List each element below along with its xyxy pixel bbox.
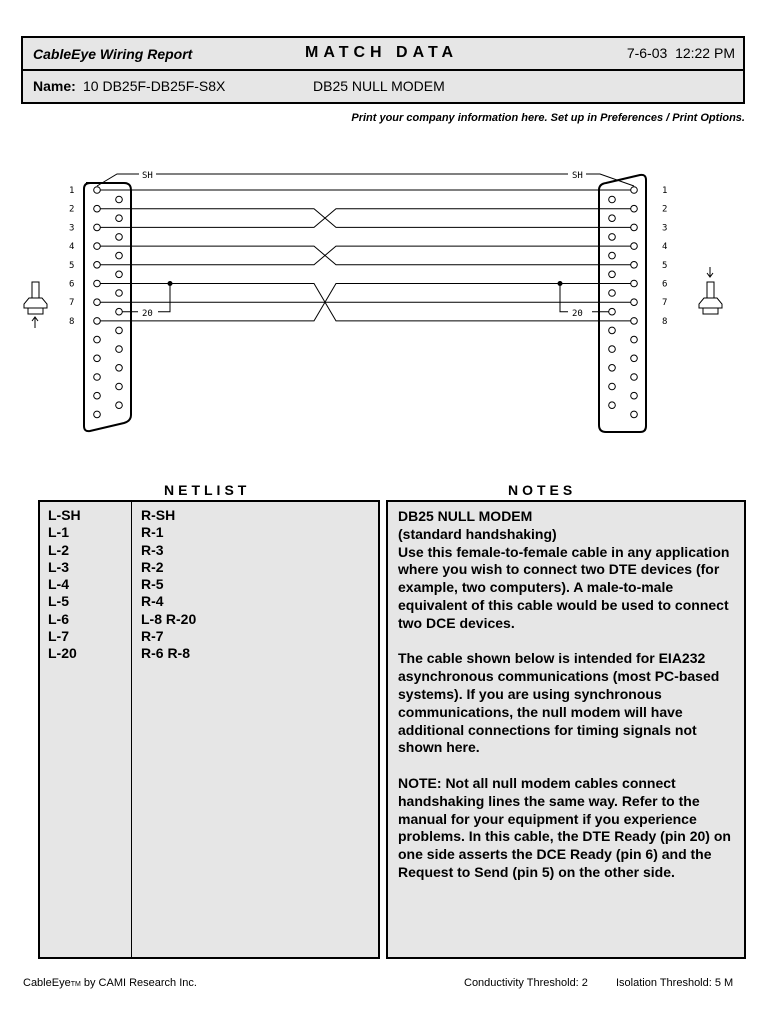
connector-pin — [609, 346, 616, 353]
connector-pin — [116, 234, 123, 241]
connector-pin — [631, 318, 638, 325]
left-connector-shell — [84, 183, 131, 431]
left-pin-number: 7 — [69, 298, 75, 309]
connector-pin — [94, 280, 101, 287]
netlist-right-cell: R-3 — [141, 541, 164, 558]
netlist-left-column — [48, 507, 81, 663]
shield-wire — [97, 174, 634, 186]
left-pin-number: 5 — [69, 260, 75, 271]
connector-pin — [94, 243, 101, 250]
connector-pin — [609, 365, 616, 372]
cable-description: DB25 NULL MODEM — [313, 78, 445, 94]
footer-conductivity: Conductivity Threshold: 2 — [464, 977, 588, 989]
connector-pin — [609, 308, 616, 315]
connector-pin — [94, 299, 101, 306]
netlist-column-divider — [131, 502, 132, 957]
netlist-left-cell: L-20 — [48, 645, 77, 662]
netlist-left-cell: L-7 — [48, 628, 69, 645]
netlist-left-cell: L-SH — [48, 507, 81, 523]
connector-pin — [631, 205, 638, 212]
connector-pin — [94, 355, 101, 362]
netlist-right-cell: R-2 — [141, 558, 164, 575]
connector-pin — [94, 224, 101, 231]
footer-brand — [23, 977, 197, 989]
connector-pin — [609, 383, 616, 390]
connector-pin — [116, 365, 123, 372]
netlist-right-cell: R-1 — [141, 524, 164, 541]
connector-pin — [94, 336, 101, 343]
left-pin-number: 6 — [69, 279, 75, 290]
right-pin-number: 4 — [662, 242, 668, 253]
notes-panel — [386, 500, 746, 959]
notes-paragraph-2: The cable shown below is intended for EIA232 asynchronous communications (most PC-based systems). If you are using synchronous communications, the null modem will have additional connections for timing signals not shown here. — [398, 650, 720, 756]
connector-pin — [94, 318, 101, 325]
footer-isolation: Isolation Threshold: 5 M — [616, 977, 734, 989]
notes-heading: DB25 NULL MODEM — [398, 508, 533, 524]
netlist-left-cell: L-1 — [48, 524, 69, 541]
right-pin-number: 8 — [662, 316, 668, 327]
netlist-right-column — [141, 507, 196, 663]
connector-pin — [609, 290, 616, 297]
left-junction-dot — [168, 281, 173, 286]
connector-pin — [631, 336, 638, 343]
connector-pin — [116, 215, 123, 222]
right-pin-number: 3 — [662, 223, 668, 234]
netlist-left-cell: L-4 — [48, 576, 69, 593]
connector-pin — [609, 215, 616, 222]
netlist-right-cell: R-SH — [141, 507, 176, 523]
footer-trademark: TM — [70, 981, 81, 988]
connector-pin — [609, 402, 616, 409]
connector-pin — [94, 411, 101, 418]
connector-pin — [631, 392, 638, 399]
right-shield-label: SH — [572, 171, 583, 181]
netlist-right-cell: R-6 R-8 — [141, 645, 191, 662]
right-pin-number: 6 — [662, 279, 668, 290]
right-db25-connector — [599, 175, 646, 432]
wire-group — [97, 174, 634, 321]
right-pin-number: 2 — [662, 204, 668, 215]
right-connector-shell — [599, 175, 646, 432]
connector-pin — [94, 392, 101, 399]
right-pin-number: 7 — [662, 298, 668, 309]
report-date: 7-6-03 — [626, 45, 668, 61]
header-title-row — [23, 38, 743, 71]
netlist-left-cell: L-6 — [48, 610, 69, 627]
right-junction-dot — [558, 281, 563, 286]
netlist-title: NETLIST — [164, 482, 251, 498]
right-jumper-label: 20 — [572, 309, 583, 319]
left-pin-number: 1 — [69, 186, 75, 196]
netlist-right-cell: R-7 — [141, 628, 164, 645]
connector-pin — [631, 374, 638, 381]
connector-pin — [94, 205, 101, 212]
netlist-right-cell: L-8 R-20 — [141, 610, 197, 627]
connector-pin — [116, 252, 123, 259]
connector-pin — [116, 402, 123, 409]
wiring-diagram — [0, 140, 768, 440]
wire — [100, 209, 631, 228]
right-pin-number: 5 — [662, 260, 668, 271]
connector-pin — [116, 346, 123, 353]
connector-pin — [631, 355, 638, 362]
left-pin-number: 4 — [69, 242, 75, 253]
connector-pin — [609, 196, 616, 203]
connector-pin — [609, 327, 616, 334]
left-shield-label: SH — [142, 171, 153, 181]
notes-subheading: (standard handshaking) — [398, 525, 557, 542]
report-title: CableEye Wiring Report — [33, 46, 193, 62]
connector-pin — [631, 243, 638, 250]
connector-pin — [94, 262, 101, 269]
left-db25-connector — [84, 183, 131, 431]
left-pin-number: 8 — [69, 316, 75, 327]
header-name-row — [23, 71, 743, 102]
connector-pin — [116, 327, 123, 334]
connector-pin — [631, 299, 638, 306]
left-pin-number: 2 — [69, 204, 75, 215]
report-header — [21, 36, 745, 104]
company-info-note: Print your company information here. Set up in Preferences / Print Options. — [351, 112, 745, 124]
wire — [100, 246, 631, 265]
notes-body — [398, 508, 736, 900]
right-pin-number: 1 — [662, 186, 668, 196]
report-datetime — [627, 45, 735, 61]
match-data-label: MATCH DATA — [305, 44, 459, 61]
connector-pin — [94, 187, 101, 194]
connector-pin — [631, 262, 638, 269]
netlist-right-cell: R-5 — [141, 576, 164, 593]
footer-brand-name: CableEye — [23, 977, 71, 989]
connector-pin — [94, 374, 101, 381]
left-pin-number: 3 — [69, 223, 75, 234]
netlist-left-cell: L-2 — [48, 541, 69, 558]
name-label: Name: — [33, 78, 76, 94]
connector-pin — [609, 271, 616, 278]
connector-pin — [631, 224, 638, 231]
wire — [100, 209, 631, 228]
notes-title: NOTES — [508, 482, 577, 498]
connector-pin — [116, 308, 123, 315]
pin-number-labels — [69, 186, 667, 327]
right-cable-plug-icon — [699, 267, 722, 314]
connector-pin — [116, 271, 123, 278]
notes-paragraph-3: NOTE: Not all null modem cables connect handshaking lines the same way. Refer to the manual for your equipment if you experience problems. In this cable, the DTE Ready (pin 20) on one side asserts the DCE Ready (pin 6) and the Request to Send (pin 5) on the other side. — [398, 774, 731, 880]
footer-brand-by: by CAMI Research Inc. — [80, 977, 197, 989]
connector-pin — [116, 383, 123, 390]
wire — [100, 246, 631, 265]
left-jumper-label: 20 — [142, 309, 153, 319]
cable-name: 10 DB25F-DB25F-S8X — [83, 78, 226, 94]
connector-pin — [609, 252, 616, 259]
report-time: 12:22 PM — [675, 45, 735, 61]
netlist-left-cell: L-3 — [48, 558, 69, 575]
connector-pin — [631, 280, 638, 287]
connector-pin — [116, 290, 123, 297]
netlist-right-cell: R-4 — [141, 593, 164, 610]
netlist-table — [38, 500, 380, 959]
notes-paragraph-1: Use this female-to-female cable in any application where you wish to connect two DTE devices (for example, two computers). A male-to-male equivalent of this cable would be used to connect two DCE devices. — [398, 543, 730, 631]
netlist-left-cell: L-5 — [48, 593, 69, 610]
left-cable-plug-icon — [24, 282, 47, 328]
connector-pin — [631, 411, 638, 418]
connector-pin — [609, 234, 616, 241]
connector-pin — [631, 187, 638, 194]
connector-pin — [116, 196, 123, 203]
